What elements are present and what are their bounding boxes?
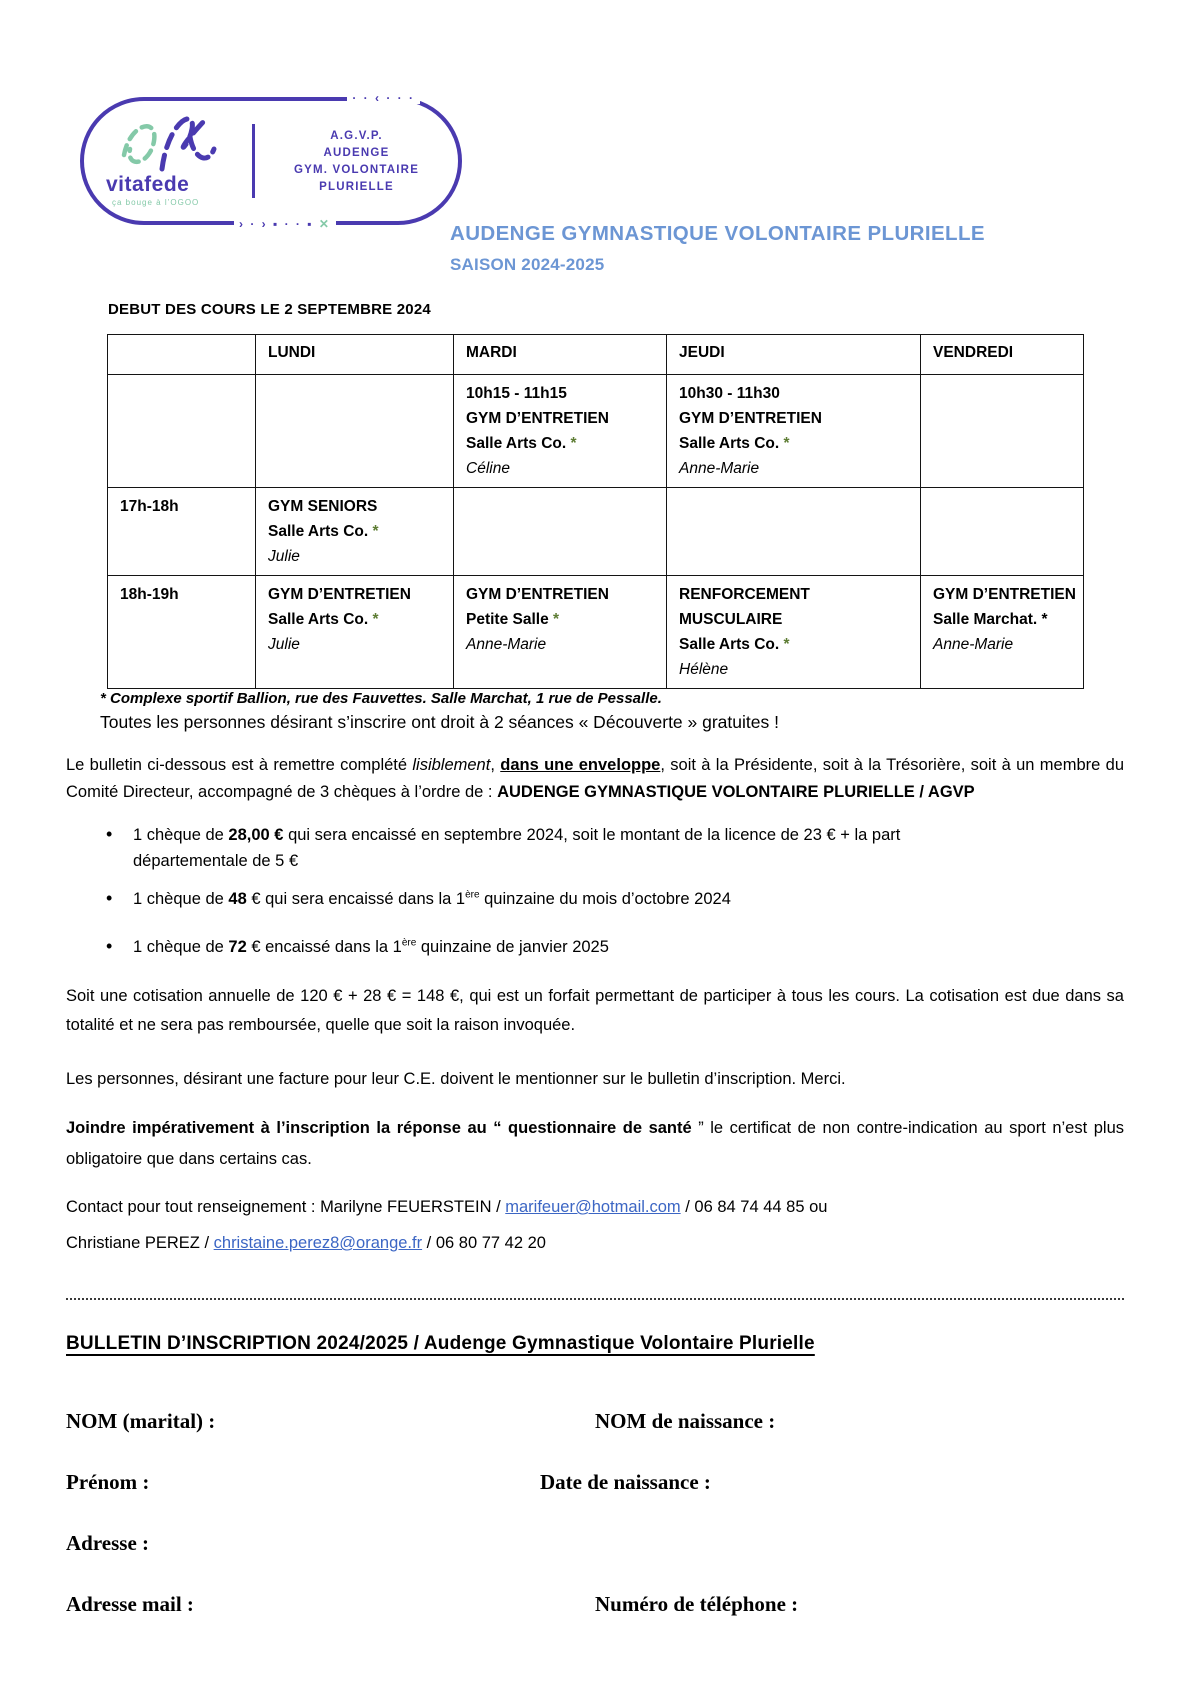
schedule-class-cell bbox=[921, 375, 1084, 488]
text-segment: 28,00 € bbox=[228, 826, 284, 844]
schedule-time-cell bbox=[108, 375, 256, 488]
text-segment: GYM D’ENTRETIEN bbox=[466, 586, 609, 603]
text-segment: 72 bbox=[228, 938, 247, 956]
text-segment: GYM D’ENTRETIEN bbox=[679, 410, 822, 427]
schedule-cell-line bbox=[679, 456, 908, 481]
schedule-cell-line bbox=[466, 406, 654, 431]
email-link[interactable]: christaine.perez8@orange.fr bbox=[213, 1234, 423, 1252]
dotted-separator bbox=[66, 1297, 1124, 1300]
text-segment: Petite Salle bbox=[466, 611, 554, 628]
text-segment: Anne-Marie bbox=[933, 636, 1014, 653]
logo-border-decoration-bottom: › · › ▪ · · ▪ ✕ bbox=[234, 218, 336, 230]
sante-paragraph bbox=[66, 1113, 1124, 1175]
schedule-class-cell bbox=[667, 375, 921, 488]
page-title: AUDENGE GYMNASTIQUE VOLONTAIRE PLURIELLE bbox=[450, 222, 985, 245]
logo-line-plurielle: PLURIELLE bbox=[319, 180, 394, 193]
text-segment: Contact pour tout renseignement : Marilyne FEUERSTEIN / bbox=[66, 1198, 506, 1216]
vitafede-squiggle-icon bbox=[110, 103, 240, 181]
logo-line-agvp: A.G.V.P. bbox=[330, 129, 383, 142]
schedule-class-cell bbox=[921, 576, 1084, 689]
course-start-note: DEBUT DES COURS LE 2 SEPTEMBRE 2024 bbox=[108, 301, 431, 318]
text-segment: GYM D’ENTRETIEN bbox=[466, 410, 609, 427]
text-segment: GYM D’ENTRETIEN bbox=[933, 586, 1076, 603]
intro-paragraph bbox=[66, 752, 1124, 806]
season-subtitle: SAISON 2024-2025 bbox=[450, 255, 605, 274]
text-segment: 48 bbox=[228, 890, 247, 908]
schedule-table bbox=[107, 334, 1084, 689]
schedule-cell-line bbox=[120, 494, 243, 519]
text-segment: quinzaine du mois d’octobre 2024 bbox=[479, 890, 731, 908]
text-segment: Julie bbox=[268, 636, 300, 653]
field-nom-marital-label: NOM (marital) : bbox=[66, 1409, 216, 1433]
schedule-cell-line bbox=[466, 582, 654, 607]
superscript-text: ère bbox=[401, 937, 417, 949]
text-segment: RENFORCEMENT bbox=[679, 586, 810, 603]
schedule-cell-line bbox=[268, 632, 441, 657]
text-segment: dans une enveloppe bbox=[500, 756, 661, 774]
schedule-cell-line bbox=[268, 582, 441, 607]
schedule-cell-line bbox=[933, 632, 1071, 657]
schedule-cell-line bbox=[679, 381, 908, 406]
schedule-row bbox=[108, 576, 1084, 689]
text-segment: Hélène bbox=[679, 661, 729, 678]
text-segment: 10h15 - 11h15 bbox=[466, 385, 567, 402]
vitafede-tagline: ça bouge à l’OGOO bbox=[112, 198, 200, 207]
text-segment: 1 chèque de bbox=[133, 826, 229, 844]
field-prenom-label: Prénom : bbox=[66, 1470, 150, 1494]
text-segment: Les personnes, désirant une facture pour leur C.E. doivent le mentionner sur le bulletin d’inscription. Merci. bbox=[66, 1070, 846, 1088]
cheque-item bbox=[100, 934, 1010, 960]
green-x-icon: ✕ bbox=[318, 217, 331, 231]
cheque-item bbox=[100, 886, 1010, 912]
text-segment: Le bulletin ci-dessous est à remettre complété bbox=[66, 756, 413, 774]
text-segment: quinzaine de janvier 2025 bbox=[416, 938, 609, 956]
body-content bbox=[66, 752, 1124, 1653]
schedule-cell-line bbox=[466, 632, 654, 657]
text-segment: ” le certificat de non contre-indication au sport n’est plus obligatoire que dans certains cas. bbox=[66, 1119, 1125, 1168]
text-segment: qui sera encaissé en septembre 2024, soit le montant de la licence de 23 € + la part départementale de 5 € bbox=[133, 826, 901, 870]
logo-border-decoration-top: · · ‹ · · · bbox=[347, 92, 420, 104]
schedule-cell-line bbox=[679, 632, 908, 657]
schedule-cell-line bbox=[679, 607, 908, 632]
cheque-list bbox=[66, 822, 1124, 960]
text-segment: Salle Arts Co. bbox=[268, 611, 373, 628]
logo-line-audenge: AUDENGE bbox=[323, 146, 390, 159]
cotisation-paragraph bbox=[66, 982, 1124, 1040]
schedule-cell-line bbox=[268, 544, 441, 569]
text-segment: Julie bbox=[268, 548, 300, 565]
text-segment: € encaissé dans la 1 bbox=[246, 938, 402, 956]
registration-form bbox=[66, 1409, 1124, 1617]
club-logo bbox=[80, 91, 462, 231]
schedule-cell-line bbox=[679, 406, 908, 431]
logo-line-gym: GYM. VOLONTAIRE bbox=[293, 163, 420, 176]
table-footnote: * Complexe sportif Ballion, rue des Fauvettes. Salle Marchat, 1 rue de Pessalle. bbox=[100, 690, 662, 707]
schedule-cell-line bbox=[268, 607, 441, 632]
schedule-row bbox=[108, 375, 1084, 488]
schedule-class-cell bbox=[454, 576, 667, 689]
schedule-class-cell bbox=[667, 488, 921, 576]
field-adresse-mail-label: Adresse mail : bbox=[66, 1592, 194, 1616]
cheque-item bbox=[100, 822, 1010, 874]
field-date-naissance-label: Date de naissance : bbox=[540, 1470, 711, 1494]
schedule-cell-line bbox=[120, 582, 243, 607]
text-segment: Joindre impérativement à l’inscription la réponse au “ questionnaire de santé bbox=[66, 1119, 692, 1137]
schedule-row bbox=[108, 488, 1084, 576]
schedule-class-cell bbox=[921, 488, 1084, 576]
schedule-class-cell bbox=[454, 375, 667, 488]
text-segment: Christiane PEREZ / bbox=[66, 1234, 214, 1252]
text-segment: 17h-18h bbox=[120, 498, 179, 515]
text-segment: 18h-19h bbox=[120, 586, 179, 603]
text-segment: GYM SENIORS bbox=[268, 498, 378, 515]
schedule-cell-line bbox=[466, 607, 654, 632]
field-nom-naissance-label: NOM de naissance : bbox=[595, 1409, 776, 1433]
schedule-time-cell bbox=[108, 576, 256, 689]
text-segment: * bbox=[372, 523, 379, 540]
schedule-cell-line bbox=[466, 456, 654, 481]
text-segment: Salle Arts Co. bbox=[466, 435, 571, 452]
form-row-nom bbox=[66, 1409, 1124, 1434]
text-segment: 1 chèque de bbox=[133, 890, 229, 908]
text-segment: MUSCULAIRE bbox=[679, 611, 783, 628]
text-segment: Salle Arts Co. bbox=[679, 636, 784, 653]
text-segment: * bbox=[570, 435, 577, 452]
email-link[interactable]: marifeuer@hotmail.com bbox=[505, 1198, 681, 1216]
logo-org-lines bbox=[255, 130, 458, 193]
form-row-mail bbox=[66, 1592, 1124, 1617]
bulletin-title: BULLETIN D’INSCRIPTION 2024/2025 / Audenge Gymnastique Volontaire Plurielle bbox=[66, 1333, 815, 1354]
facture-paragraph bbox=[66, 1066, 1124, 1093]
text-segment: Salle Arts Co. bbox=[268, 523, 373, 540]
schedule-cell-line bbox=[679, 582, 908, 607]
schedule-class-cell bbox=[256, 375, 454, 488]
schedule-class-cell bbox=[256, 488, 454, 576]
text-segment: * bbox=[553, 611, 560, 628]
text-segment: Anne-Marie bbox=[466, 636, 547, 653]
text-segment: 1 chèque de bbox=[133, 938, 229, 956]
text-segment: * bbox=[372, 611, 379, 628]
discovery-note: Toutes les personnes désirant s’inscrire ont droit à 2 séances « Découverte » gratuites ! bbox=[100, 712, 779, 732]
vitafede-wordmark: vitafede bbox=[106, 173, 190, 196]
text-segment: / 06 80 77 42 20 bbox=[422, 1234, 546, 1252]
schedule-cell-line bbox=[466, 381, 654, 406]
form-row-adresse bbox=[66, 1531, 1124, 1556]
text-segment: Anne-Marie bbox=[679, 460, 760, 477]
schedule-cell-line bbox=[268, 519, 441, 544]
text-segment: Salle Marchat. * bbox=[933, 611, 1048, 628]
text-segment: * bbox=[783, 636, 790, 653]
schedule-column-header: LUNDI bbox=[256, 335, 454, 375]
schedule-class-cell bbox=[667, 576, 921, 689]
text-segment: / 06 84 74 44 85 ou bbox=[680, 1198, 828, 1216]
form-row-prenom bbox=[66, 1470, 1124, 1495]
schedule-column-header: MARDI bbox=[454, 335, 667, 375]
field-telephone-label: Numéro de téléphone : bbox=[595, 1592, 799, 1616]
schedule-cell-line bbox=[679, 431, 908, 456]
text-segment: , bbox=[490, 756, 501, 774]
text-segment: Céline bbox=[466, 460, 510, 477]
text-segment: , soit à la Présidente, soit à la Trésorière, soit à un membre du Comité Directeur, accompagné de 3 chèques à l’ordre de : bbox=[66, 756, 1124, 801]
schedule-column-header: VENDREDI bbox=[921, 335, 1084, 375]
logo-left-block bbox=[84, 101, 252, 221]
schedule-class-cell bbox=[256, 576, 454, 689]
text-segment: 10h30 - 11h30 bbox=[679, 385, 780, 402]
text-segment: € qui sera encaissé dans la 1 bbox=[246, 890, 466, 908]
schedule-class-cell bbox=[454, 488, 667, 576]
text-segment: AUDENGE GYMNASTIQUE VOLONTAIRE PLURIELLE / AGVP bbox=[497, 783, 975, 801]
schedule-time-cell bbox=[108, 488, 256, 576]
contact-paragraph bbox=[66, 1189, 1124, 1261]
text-segment: lisiblement bbox=[412, 756, 491, 774]
schedule-column-header: JEUDI bbox=[667, 335, 921, 375]
schedule-cell-line bbox=[933, 582, 1076, 607]
text-segment: GYM D’ENTRETIEN bbox=[268, 586, 411, 603]
schedule-cell-line bbox=[268, 494, 441, 519]
schedule-column-header bbox=[108, 335, 256, 375]
text-segment: Salle Arts Co. bbox=[679, 435, 784, 452]
text-segment: Soit une cotisation annuelle de 120 € + 28 € = 148 €, qui est un forfait permettant de participer à tous les cours. La cotisation est due dans sa totalité et ne sera pas remboursée, quelle que soit la raison invoquée. bbox=[66, 987, 1124, 1034]
schedule-cell-line bbox=[679, 657, 908, 682]
superscript-text: ère bbox=[465, 889, 480, 901]
schedule-cell-line bbox=[933, 607, 1071, 632]
text-segment: * bbox=[783, 435, 790, 452]
schedule-header-row bbox=[108, 335, 1084, 375]
field-adresse-label: Adresse : bbox=[66, 1531, 150, 1555]
schedule-cell-line bbox=[466, 431, 654, 456]
